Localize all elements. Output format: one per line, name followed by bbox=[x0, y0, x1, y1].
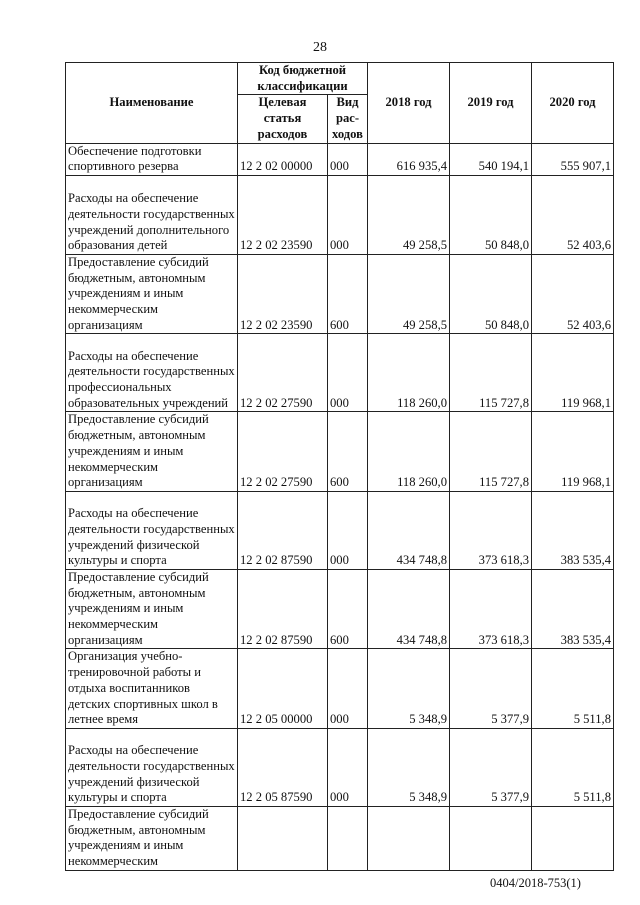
row-2019 bbox=[450, 806, 532, 870]
row-name: Организация учебно-тренировочной работы и отдыха воспитанников детских спортивных школ в летнее время bbox=[66, 649, 238, 729]
row-name: Предоставление субсидий бюджетным, автономным учреждениям и иным некоммерческим bbox=[66, 806, 238, 870]
row-name: Расходы на обеспечение деятельности государственных учреждений физической культуры и спорта bbox=[66, 491, 238, 569]
row-kind: 000 bbox=[328, 334, 368, 412]
table-row bbox=[66, 491, 614, 569]
row-name: Предоставление субсидий бюджетным, автономным учреждениям и иным некоммерческим организациям bbox=[66, 569, 238, 649]
row-name: Расходы на обеспечение деятельности государственных профессиональных образовательных учреждений bbox=[66, 334, 238, 412]
header-2020: 2020 год bbox=[532, 63, 614, 144]
row-name: Обеспечение подготовки спортивного резерва bbox=[66, 143, 238, 175]
row-target: 12 2 02 87590 bbox=[238, 569, 328, 649]
row-target bbox=[238, 806, 328, 870]
row-2020: 383 535,4 bbox=[532, 491, 614, 569]
table-row bbox=[66, 649, 614, 729]
table-row bbox=[66, 412, 614, 492]
row-2019: 50 848,0 bbox=[450, 175, 532, 254]
row-2019: 373 618,3 bbox=[450, 569, 532, 649]
table-row bbox=[66, 254, 614, 334]
row-2019: 5 377,9 bbox=[450, 728, 532, 806]
row-name: Расходы на обеспечение деятельности государственных учреждений физической культуры и спорта bbox=[66, 728, 238, 806]
row-kind: 600 bbox=[328, 254, 368, 334]
row-kind: 000 bbox=[328, 728, 368, 806]
header-2019: 2019 год bbox=[450, 63, 532, 144]
row-2019: 115 727,8 bbox=[450, 334, 532, 412]
row-2019: 5 377,9 bbox=[450, 649, 532, 729]
table-row bbox=[66, 569, 614, 649]
row-kind: 000 bbox=[328, 143, 368, 175]
budget-table bbox=[65, 62, 614, 871]
row-2020: 5 511,8 bbox=[532, 649, 614, 729]
row-2020: 52 403,6 bbox=[532, 175, 614, 254]
header-name: Наименование bbox=[66, 63, 238, 144]
row-2018: 5 348,9 bbox=[368, 649, 450, 729]
row-2018: 118 260,0 bbox=[368, 334, 450, 412]
header-code-group: Код бюджетной классификации bbox=[238, 63, 368, 95]
row-target: 12 2 02 27590 bbox=[238, 334, 328, 412]
row-2018: 49 258,5 bbox=[368, 254, 450, 334]
row-2018: 118 260,0 bbox=[368, 412, 450, 492]
table-row bbox=[66, 143, 614, 175]
header-target-article: Целевая статья расходов bbox=[238, 95, 328, 143]
row-name: Расходы на обеспечение деятельности государственных учреждений дополнительного образования детей bbox=[66, 175, 238, 254]
row-kind: 000 bbox=[328, 649, 368, 729]
row-2019: 373 618,3 bbox=[450, 491, 532, 569]
row-2018 bbox=[368, 806, 450, 870]
row-2020: 119 968,1 bbox=[532, 412, 614, 492]
row-2020: 555 907,1 bbox=[532, 143, 614, 175]
table-row bbox=[66, 728, 614, 806]
row-target: 12 2 02 00000 bbox=[238, 143, 328, 175]
document-code: 0404/2018-753(1) bbox=[490, 876, 581, 890]
row-2020 bbox=[532, 806, 614, 870]
row-target: 12 2 02 23590 bbox=[238, 254, 328, 334]
row-2018: 5 348,9 bbox=[368, 728, 450, 806]
row-kind: 600 bbox=[328, 412, 368, 492]
table-row bbox=[66, 334, 614, 412]
header-2018: 2018 год bbox=[368, 63, 450, 144]
row-kind: 000 bbox=[328, 175, 368, 254]
row-target: 12 2 02 23590 bbox=[238, 175, 328, 254]
row-2018: 49 258,5 bbox=[368, 175, 450, 254]
row-target: 12 2 05 87590 bbox=[238, 728, 328, 806]
header-expense-kind: Вид рас-ходов bbox=[328, 95, 368, 143]
row-2019: 540 194,1 bbox=[450, 143, 532, 175]
page-number: 28 bbox=[313, 40, 327, 55]
row-2018: 434 748,8 bbox=[368, 569, 450, 649]
row-2020: 5 511,8 bbox=[532, 728, 614, 806]
row-kind: 600 bbox=[328, 569, 368, 649]
row-2020: 383 535,4 bbox=[532, 569, 614, 649]
row-2018: 434 748,8 bbox=[368, 491, 450, 569]
row-kind bbox=[328, 806, 368, 870]
row-2019: 50 848,0 bbox=[450, 254, 532, 334]
row-2020: 52 403,6 bbox=[532, 254, 614, 334]
row-name: Предоставление субсидий бюджетным, автономным учреждениям и иным некоммерческим организациям bbox=[66, 254, 238, 334]
table-row bbox=[66, 175, 614, 254]
row-target: 12 2 02 87590 bbox=[238, 491, 328, 569]
row-kind: 000 bbox=[328, 491, 368, 569]
row-2018: 616 935,4 bbox=[368, 143, 450, 175]
row-2019: 115 727,8 bbox=[450, 412, 532, 492]
row-target: 12 2 05 00000 bbox=[238, 649, 328, 729]
table-row bbox=[66, 806, 614, 870]
row-name: Предоставление субсидий бюджетным, автономным учреждениям и иным некоммерческим организациям bbox=[66, 412, 238, 492]
row-2020: 119 968,1 bbox=[532, 334, 614, 412]
row-target: 12 2 02 27590 bbox=[238, 412, 328, 492]
